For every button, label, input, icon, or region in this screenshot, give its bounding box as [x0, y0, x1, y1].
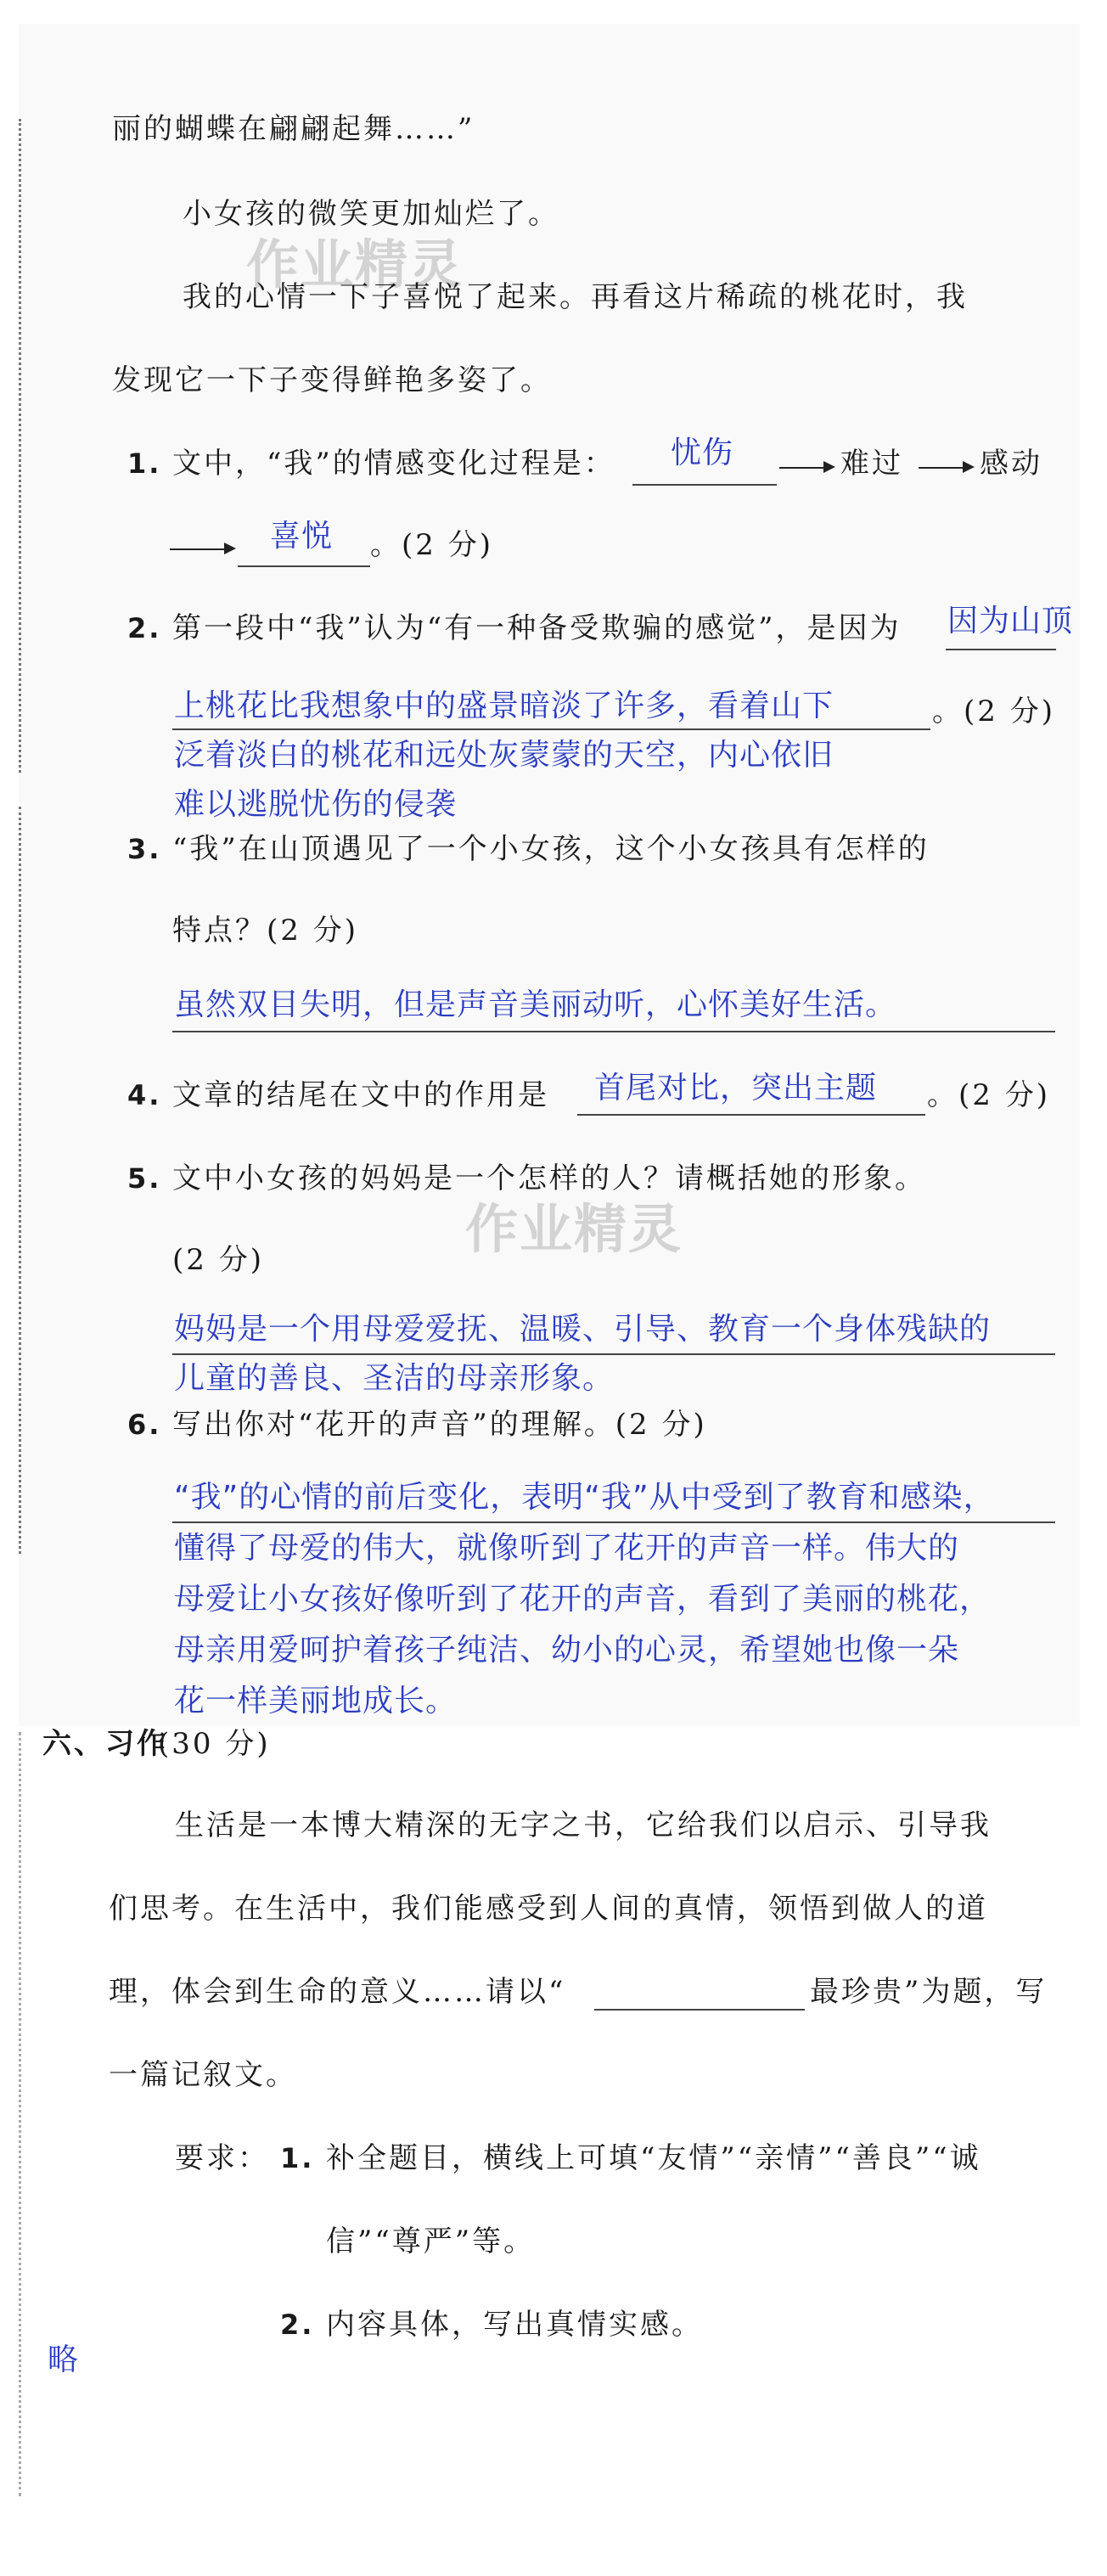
answer-blank-line: [946, 649, 1056, 650]
arrow-icon: [779, 467, 832, 469]
handwritten-answer: 忧伤: [671, 436, 734, 470]
question-number: 1.: [127, 447, 162, 480]
handwritten-answer: 儿童的善良、圣洁的母亲形象。: [174, 1361, 615, 1396]
watermark: 作业精灵: [246, 233, 464, 295]
handwritten-answer: 首尾对比，突出主题: [594, 1071, 878, 1105]
margin-dotted-line: [19, 119, 21, 773]
handwritten-answer: 喜悦: [270, 519, 334, 554]
handwritten-answer: “我”的心情的前后变化，表明“我”从中受到了教育和感染，: [174, 1480, 995, 1515]
question-text: 文章的结尾在文中的作用是: [172, 1078, 549, 1112]
section-title: 六、习作: [42, 1727, 168, 1761]
requirement-text: 补全题目，横线上可填“友情”“亲情”“善良”“诚: [326, 2141, 981, 2175]
answer-blank-line: [632, 484, 777, 486]
requirement-text: 信”“尊严”等。: [326, 2224, 536, 2258]
handwritten-answer: 因为山顶: [947, 604, 1074, 638]
answer-blank-line: [172, 728, 930, 730]
margin-dotted-line: [19, 807, 21, 1554]
question-text: 难过: [840, 447, 903, 481]
question-number: 2.: [127, 612, 162, 644]
margin-dotted-line: [19, 1732, 21, 2496]
answer-blank-line: [577, 1114, 925, 1116]
prompt-line: 最珍贵”为题，写: [810, 1975, 1048, 2009]
reading-section-background: [19, 24, 1080, 1726]
answer-blank-line: [172, 1353, 1055, 1355]
handwritten-answer: 难以逃脱忧伤的侵袭: [174, 787, 458, 822]
question-number: 5.: [127, 1162, 162, 1195]
answer-blank-line: [172, 1031, 1055, 1032]
score-note: 。(2 分): [932, 695, 1055, 728]
question-text: 写出你对“花开的声音”的理解。(2 分): [172, 1408, 707, 1442]
question-text: “我”在山顶遇见了一个小女孩，这个小女孩具有怎样的: [172, 832, 930, 866]
requirement-number: 2.: [280, 2309, 315, 2341]
handwritten-answer: 上桃花比我想象中的盛景暗淡了许多，看着山下: [174, 689, 834, 723]
handwritten-answer: 妈妈是一个用母爱爱抚、温暖、引导、教育一个身体残缺的: [174, 1312, 992, 1347]
title-blank-line: [594, 2009, 805, 2011]
watermark: 作业精灵: [465, 1198, 683, 1260]
handwritten-answer: 虽然双目失明，但是声音美丽动听，心怀美好生活。: [174, 987, 897, 1022]
question-text: 感动: [980, 447, 1042, 481]
passage-line: 发现它一下子变得鲜艳多姿了。: [112, 363, 552, 397]
question-text: 第一段中“我”认为“有一种备受欺骗的感觉”，是因为: [172, 611, 902, 645]
handwritten-answer: 略: [48, 2343, 80, 2377]
passage-line: 丽的蝴蝶在翩翩起舞……”: [112, 112, 475, 146]
question-number: 3.: [127, 833, 162, 865]
prompt-line: 们思考。在生活中，我们能感受到人间的真情，领悟到做人的道: [109, 1892, 988, 1926]
section-score: (30 分): [158, 1727, 271, 1761]
handwritten-answer: 母爱让小女孩好像听到了花开的声音，看到了美丽的桃花，: [174, 1582, 992, 1617]
question-text: 文中，“我”的情感变化过程是：: [172, 447, 615, 481]
handwritten-answer: 花一样美丽地成长。: [174, 1684, 458, 1718]
requirement-text: 内容具体，写出真情实感。: [326, 2308, 703, 2342]
question-number: 4.: [127, 1079, 162, 1111]
answer-blank-line: [172, 1521, 1055, 1523]
question-text: 特点？(2 分): [172, 914, 358, 948]
answer-blank-line: [238, 565, 370, 567]
prompt-line: 生活是一本博大精深的无字之书，它给我们以启示、引导我: [175, 1808, 992, 1842]
passage-line: 我的心情一下子喜悦了起来。再看这片稀疏的桃花时，我: [183, 280, 968, 314]
requirement-label: 要求：: [175, 2141, 269, 2175]
handwritten-answer: 懂得了母爱的伟大，就像听到了花开的声音一样。伟大的: [174, 1531, 960, 1566]
score-note: 。(2 分): [370, 528, 493, 562]
question-text: 文中小女孩的妈妈是一个怎样的人？请概括她的形象。: [172, 1161, 926, 1195]
handwritten-answer: 母亲用爱呵护着孩子纯洁、幼小的心灵，希望她也像一朵: [174, 1633, 960, 1668]
arrow-icon: [170, 548, 233, 550]
score-note: 。(2 分): [927, 1078, 1050, 1112]
question-number: 6.: [127, 1409, 162, 1441]
passage-line: 小女孩的微笑更加灿烂了。: [183, 197, 559, 231]
question-text: (2 分): [172, 1243, 264, 1277]
arrow-icon: [919, 467, 971, 469]
requirement-number: 1.: [280, 2142, 315, 2174]
handwritten-answer: 泛着淡白的桃花和远处灰蒙蒙的天空，内心依旧: [174, 738, 834, 773]
prompt-line: 一篇记叙文。: [109, 2058, 297, 2092]
prompt-line: 理，体会到生命的意义……请以“: [109, 1975, 566, 2009]
